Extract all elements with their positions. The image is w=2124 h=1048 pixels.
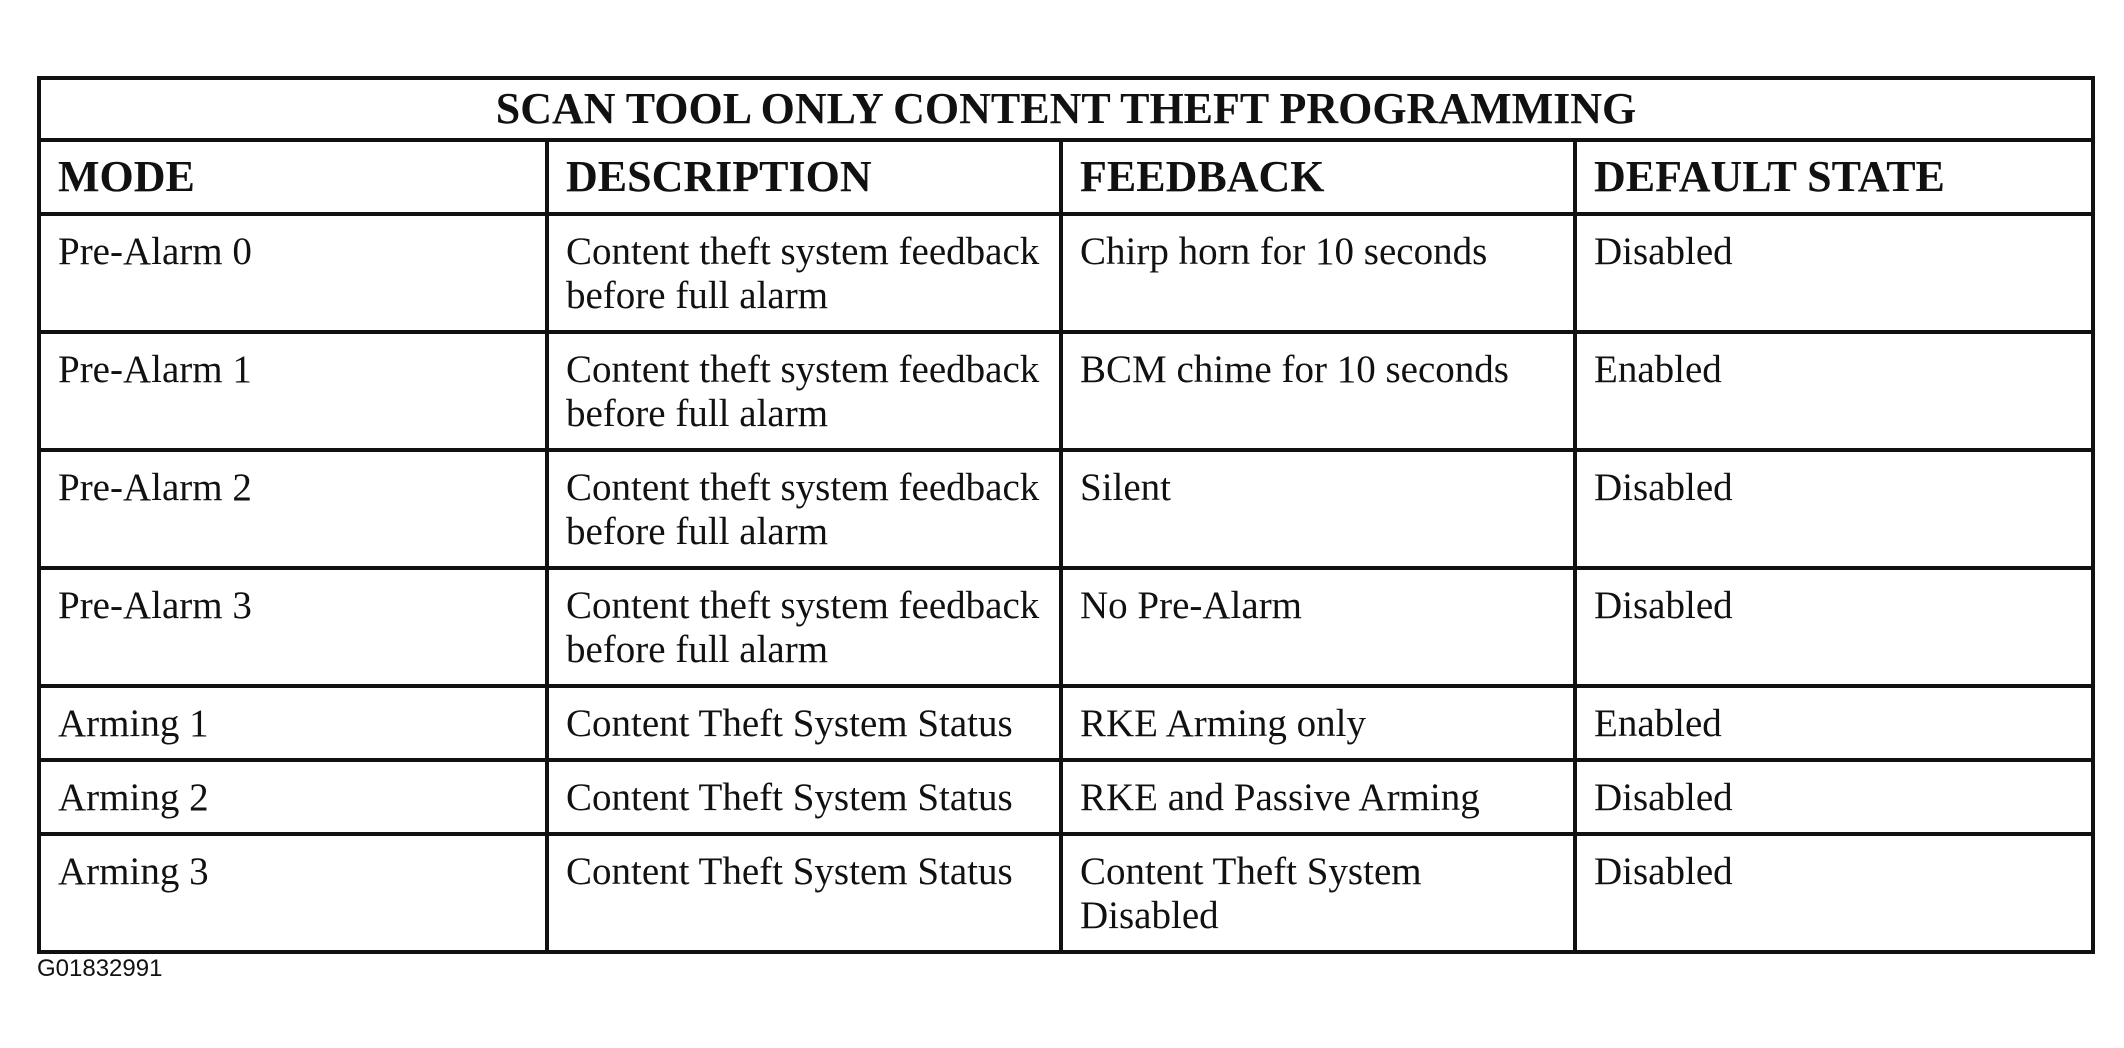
header-description: DESCRIPTION xyxy=(547,140,1061,214)
table-row xyxy=(39,214,2093,332)
cell-mode: Arming 1 xyxy=(39,686,547,760)
content-theft-programming-figure xyxy=(37,76,2091,954)
cell-default-state: Disabled xyxy=(1575,834,2093,952)
cell-description: Content theft system feedback before full alarm xyxy=(547,332,1061,450)
table-header-row xyxy=(39,140,2093,214)
cell-mode: Arming 2 xyxy=(39,760,547,834)
header-feedback: FEEDBACK xyxy=(1061,140,1575,214)
cell-feedback: Silent xyxy=(1061,450,1575,568)
cell-default-state: Disabled xyxy=(1575,568,2093,686)
table-row xyxy=(39,332,2093,450)
cell-mode: Pre-Alarm 1 xyxy=(39,332,547,450)
cell-description: Content theft system feedback before full alarm xyxy=(547,568,1061,686)
header-default-state: DEFAULT STATE xyxy=(1575,140,2093,214)
figure-id-label: G01832991 xyxy=(37,955,163,982)
cell-description: Content Theft System Status xyxy=(547,686,1061,760)
cell-default-state: Disabled xyxy=(1575,214,2093,332)
cell-default-state: Enabled xyxy=(1575,332,2093,450)
cell-description: Content Theft System Status xyxy=(547,834,1061,952)
cell-feedback: No Pre-Alarm xyxy=(1061,568,1575,686)
cell-mode: Pre-Alarm 3 xyxy=(39,568,547,686)
table-row xyxy=(39,686,2093,760)
table-row xyxy=(39,760,2093,834)
cell-description: Content theft system feedback before full alarm xyxy=(547,450,1061,568)
content-theft-table xyxy=(37,76,2095,954)
cell-mode: Arming 3 xyxy=(39,834,547,952)
header-mode: MODE xyxy=(39,140,547,214)
table-title-row xyxy=(39,78,2093,140)
table-row xyxy=(39,834,2093,952)
table-row xyxy=(39,450,2093,568)
cell-default-state: Enabled xyxy=(1575,686,2093,760)
table-title: SCAN TOOL ONLY CONTENT THEFT PROGRAMMING xyxy=(39,78,2093,140)
cell-feedback: BCM chime for 10 seconds xyxy=(1061,332,1575,450)
cell-feedback: RKE and Passive Arming xyxy=(1061,760,1575,834)
cell-mode: Pre-Alarm 0 xyxy=(39,214,547,332)
cell-feedback: RKE Arming only xyxy=(1061,686,1575,760)
cell-feedback: Chirp horn for 10 seconds xyxy=(1061,214,1575,332)
cell-mode: Pre-Alarm 2 xyxy=(39,450,547,568)
table-row xyxy=(39,568,2093,686)
cell-default-state: Disabled xyxy=(1575,450,2093,568)
cell-description: Content Theft System Status xyxy=(547,760,1061,834)
cell-feedback: Content Theft System Disabled xyxy=(1061,834,1575,952)
cell-default-state: Disabled xyxy=(1575,760,2093,834)
cell-description: Content theft system feedback before full alarm xyxy=(547,214,1061,332)
